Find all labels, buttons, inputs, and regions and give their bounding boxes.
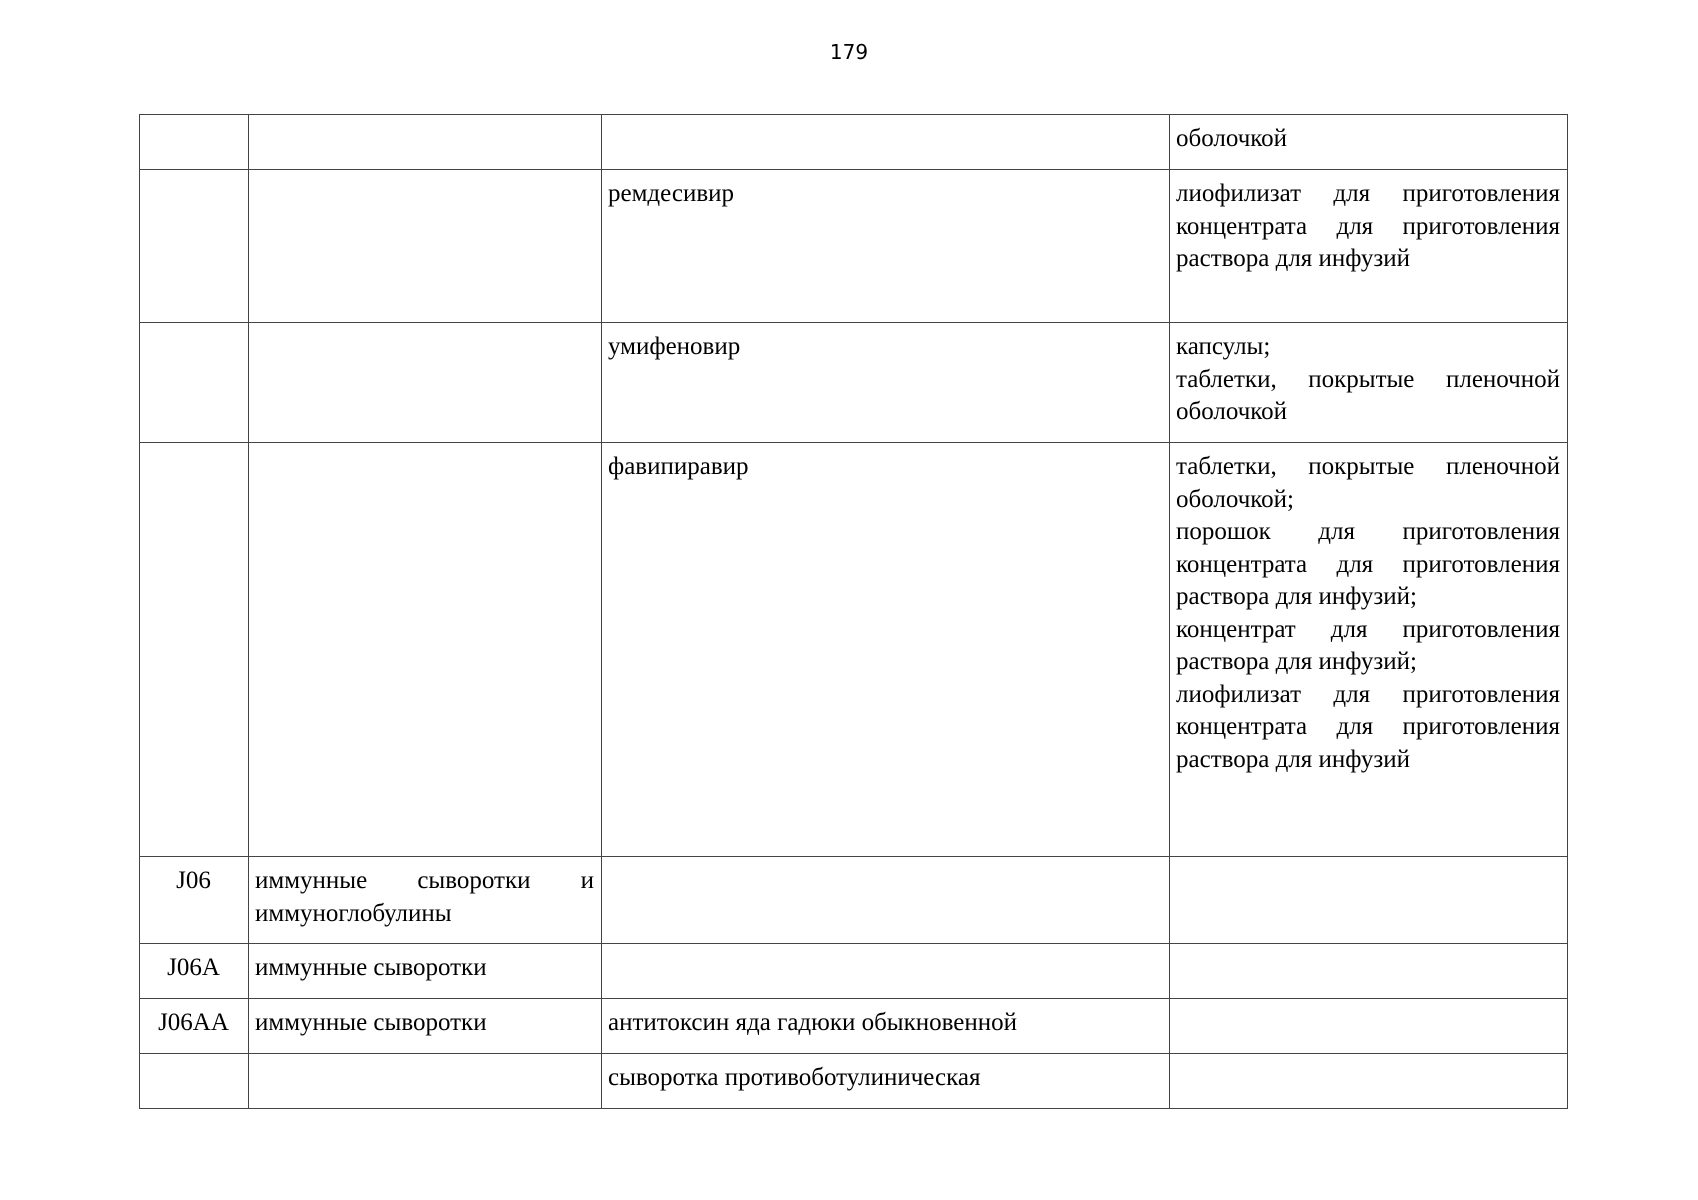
drug-name-cell: антитоксин яда гадюки обыкновенной: [602, 999, 1170, 1054]
atc-code-cell: J06: [140, 857, 249, 944]
atc-code-cell: [140, 115, 249, 170]
medication-table: [139, 114, 1568, 1109]
atc-code-cell: J06AA: [140, 999, 249, 1054]
dosage-form-text: таблетки, покрытые пленочной оболочкой: [1176, 365, 1560, 425]
drug-name-cell: умифеновир: [602, 323, 1170, 443]
dosage-forms-cell: [1170, 170, 1568, 323]
dosage-forms-cell: [1170, 1054, 1568, 1109]
atc-code-cell: [140, 1054, 249, 1109]
atc-code-cell: [140, 170, 249, 323]
dosage-form-text: лиофилизат для приготовления концентрата для приготовления раствора для инфузий: [1176, 680, 1560, 773]
group-cell: [249, 170, 602, 323]
table-row: [140, 170, 1568, 323]
group-cell: иммунные сыворотки: [249, 999, 602, 1054]
atc-code-cell: [140, 443, 249, 857]
dosage-form-text: порошок для приготовления концентрата для приготовления раствора для инфузий;: [1176, 518, 1560, 610]
drug-name-cell: [602, 857, 1170, 944]
table-row: [140, 323, 1568, 443]
group-cell: [249, 1054, 602, 1109]
dosage-forms-cell: [1170, 115, 1568, 170]
table-row: [140, 857, 1568, 944]
dosage-forms-cell: [1170, 323, 1568, 443]
table-row: [140, 115, 1568, 170]
group-cell: [249, 323, 602, 443]
table-row: [140, 1054, 1568, 1109]
dosage-form-text: оболочкой: [1176, 125, 1288, 152]
atc-code-cell: [140, 323, 249, 443]
dosage-forms-cell: [1170, 443, 1568, 857]
drug-name-cell: [602, 115, 1170, 170]
dosage-forms-cell: [1170, 944, 1568, 999]
drug-name-cell: сыворотка противоботулиническая: [602, 1054, 1170, 1109]
dosage-forms-cell: [1170, 857, 1568, 944]
group-cell: иммунные сыворотки: [249, 944, 602, 999]
dosage-form-text: капсулы;: [1176, 333, 1271, 360]
dosage-form-text: концентрат для приготовления раствора для инфузий;: [1176, 615, 1560, 675]
group-cell: [249, 115, 602, 170]
page-number: 179: [829, 40, 869, 64]
dosage-forms-cell: [1170, 999, 1568, 1054]
group-cell: [249, 443, 602, 857]
drug-name-cell: [602, 944, 1170, 999]
table-row: [140, 443, 1568, 857]
drug-name-cell: ремдесивир: [602, 170, 1170, 323]
dosage-form-text: таблетки, покрытые пленочной оболочкой;: [1176, 453, 1560, 513]
drug-name-cell: фавипиравир: [602, 443, 1170, 857]
dosage-form-text: лиофилизат для приготовления концентрата для приготовления раствора для инфузий: [1176, 180, 1560, 272]
table-row: [140, 944, 1568, 999]
atc-code-cell: J06A: [140, 944, 249, 999]
group-cell: иммунные сыворотки и иммуноглобулины: [249, 857, 602, 944]
table-row: [140, 999, 1568, 1054]
